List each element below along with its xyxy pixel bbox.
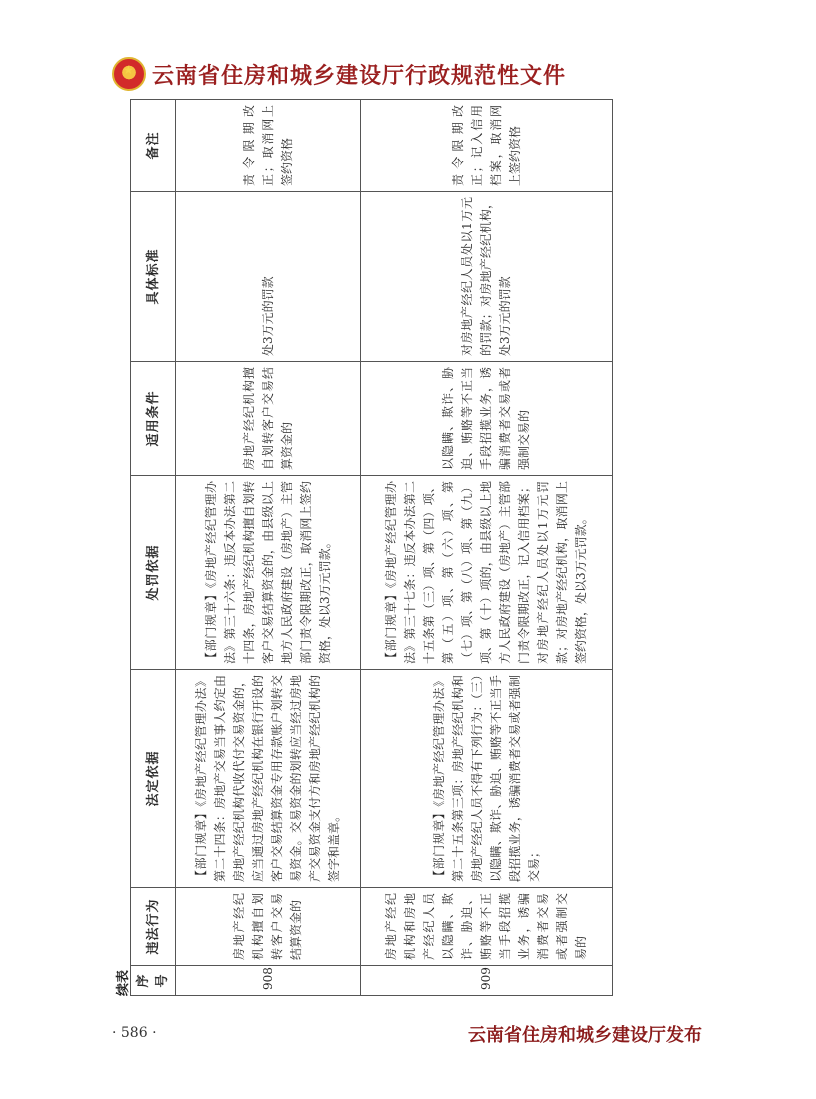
table-row [176,100,361,996]
table-header-row [131,100,176,996]
rotated-table [112,100,613,996]
violation-cell: 房地产经纪机构擅自划转客户交易结算资金的 [176,888,361,966]
penalty-basis-cell: 【部门规章】《房地产经纪管理办法》第三十七条：违反本办法第二十五条第（三）项、第（四）项、第（五）项、第（六）项、第（七）项、第（八）项、第（九）项、第（十）项的，由县级以上地方人民政府建设（房地产）主管部门责令限期改正，记入信用档案；对房地产经纪人员处以1万元罚款；对房地产经纪机构，取消网上签约资格，处以3万元罚款。 [361,476,613,670]
table-row [361,100,613,996]
penalty-basis-cell: 【部门规章】《房地产经纪管理办法》第三十六条：违反本办法第二十四条，房地产经纪机构擅自划转客户交易结算资金的，由县级以上地方人民政府建设（房地产）主管部门责令限期改正，取消网上签约资格，处以3万元罚款。 [176,476,361,670]
col-header-standard: 具体标准 [131,192,176,362]
standard-cell: 处3万元的罚款 [176,192,361,362]
remark-cell: 责令限期改正；取消网上签约资格 [176,100,361,192]
rotated-table-container [112,100,613,996]
row-number: 908 [176,966,361,996]
legal-basis-cell: 【部门规章】《房地产经纪管理办法》第二十五条第三项：房地产经纪机构和房地产经纪人员不得有下列行为：（三）以隐瞒、欺诈、胁迫、贿赂等不正当手段招揽业务，诱骗消费者交易或者强制交易； [361,670,613,888]
header-title: 云南省住房和城乡建设厅行政规范性文件 [152,63,567,89]
condition-cell: 房地产经纪机构擅自划转客户交易结算资金的 [176,362,361,476]
continued-label: 续表 [116,969,131,996]
condition-cell: 以隐瞒、欺诈、胁迫、贿赂等不正当手段招揽业务，诱骗消费者交易或者强制交易的 [361,362,613,476]
col-header-num: 序号 [131,966,176,996]
standard-cell: 对房地产经纪人员处以1万元的罚款；对房地产经纪机构，处3万元的罚款 [361,192,613,362]
remark-cell: 责令限期改正；记入信用档案，取消网上签约资格 [361,100,613,192]
violation-cell: 房地产经纪机构和房地产经纪人员以隐瞒、欺诈、胁迫、贿赂等不正当手段招揽业务，诱骗消费者交易或者强制交易的 [361,888,613,966]
document-header [112,56,566,92]
col-header-penalty-basis: 处罚依据 [131,476,176,670]
national-emblem-icon [112,57,146,91]
col-header-remark: 备注 [131,100,176,192]
page-number: · 586 · [112,1025,157,1041]
legal-basis-cell: 【部门规章】《房地产经纪管理办法》第二十四条：房地产交易当事人约定由房地产经纪机构代收代付交易资金的，应当通过房地产经纪机构在银行开设的客户交易结算资金专用存款账户划转交易资金。交易资金的划转应当经过房地产交易资金支付方和房地产经纪机构的签字和盖章。 [176,670,361,888]
penalty-table [130,99,613,996]
col-header-legal-basis: 法定依据 [131,670,176,888]
publisher-label: 云南省住房和城乡建设厅发布 [468,1025,702,1046]
row-number: 909 [361,966,613,996]
col-header-condition: 适用条件 [131,362,176,476]
col-header-violation: 违法行为 [131,888,176,966]
